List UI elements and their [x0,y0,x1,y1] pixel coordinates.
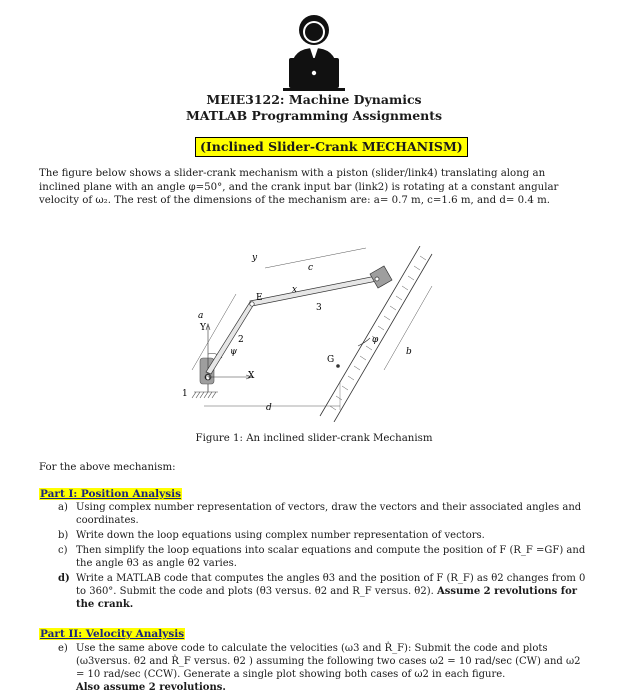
label-phi: φ [372,335,379,345]
part1-title: Part I: Position Analysis [40,488,182,500]
course-title: MEIE3122: Machine Dynamics [206,92,422,107]
item-label: c) [58,545,68,556]
item-text: Write a MATLAB code that computes the angles θ3 and the position of F (R_F) as θ2 changes from 0 to 360°. Submit the code and plots (θ3 versus. θ2 and R_F versus. θ2). [76,573,586,597]
part2-items [58,642,588,696]
figure-caption: Figure 1: An inclined slider-crank Mechanism [195,433,433,444]
item-text: Using complex number representation of vectors, draw the vectors and their associated angles and coordinates. [76,502,582,526]
part1-items [58,501,588,613]
label-Y: Y [200,323,206,333]
label-d: d [266,403,272,413]
item-text: Then simplify the loop equations into scalar equations and compute the position of F (R_F =GF) and the angle θ3 as angle θ2 varies. [76,545,586,569]
slider-block-4 [370,266,392,288]
label-E: E [256,293,263,303]
guide-rail-upper [320,246,420,416]
person-at-laptop-icon [279,8,349,92]
mechanism-title: (Inclined Slider-Crank MECHANISM) [195,137,468,157]
item-text: Write down the loop equations using complex number representation of vectors. [76,530,485,541]
label-y-top: y [252,253,258,263]
part1-item-b [58,529,588,542]
label-X: X [248,371,255,381]
item-label: e) [58,643,68,654]
coupler-link-3 [250,276,377,306]
ground-hatch [192,392,218,398]
item-emphasis: Assume 2 revolutions for the crank. [76,586,578,610]
item-label: b) [58,530,69,541]
label-x-top: x [292,285,298,295]
label-O: O [205,374,211,382]
label-c: c [308,263,314,273]
item-emphasis: Also assume 2 revolutions. [76,682,226,693]
item-text: Use the same above code to calculate the velocities (ω3 and Ṙ_F): Submit the code and plots (ω3versus. θ2 and Ṙ_F versus. θ2 ) assuming the following two cases ω2 = 10 rad/sec (CW) and ω2 = 10 rad/sec (CCW). Generate a single plot showing both cases of ω2 in each figure. [76,643,581,680]
intro-paragraph: The figure below shows a slider-crank mechanism with a piston (slider/link4) translating along an inclined plane with an angle φ=50°, and the crank input bar (link2) is rotating at a constant angular velocity of ω₂. The rest of the dimensions of the mechanism are: a= 0.7 m, c=1.6 m, and d= 0.4 m. [39,168,559,206]
for-above-text: For the above mechanism: [39,462,176,473]
label-num-3: 3 [316,303,322,313]
assignment-subtitle: MATLAB Programming Assignments [185,108,443,123]
label-a: a [198,311,204,321]
label-num-2: 2 [238,335,244,345]
part1-item-a [58,501,588,527]
label-num-1: 1 [182,389,188,399]
item-label: d) [58,573,70,584]
crank-link-2 [206,302,254,374]
slider-crank-figure [170,246,470,422]
part1-item-c [58,544,588,570]
part1-item-d [58,572,588,611]
item-label: a) [58,502,68,513]
label-G: G [327,355,335,365]
label-psi: ψ [230,347,238,357]
label-b: b [406,347,412,357]
part2-item-e [58,642,588,694]
point-G [336,364,340,368]
part2-title: Part II: Velocity Analysis [40,628,185,640]
